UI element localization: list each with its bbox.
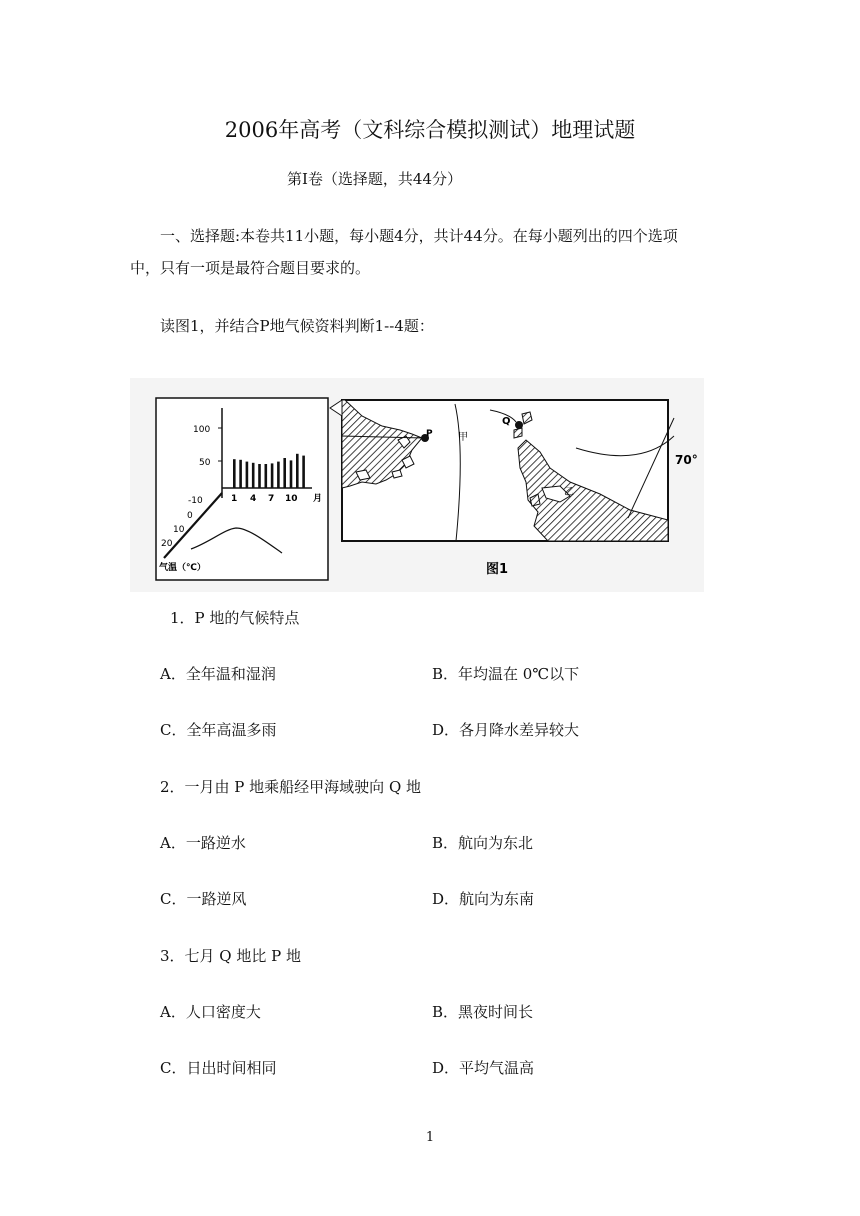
figure-1-svg [130,378,704,592]
month-tick-4: 4 [250,494,257,504]
question-1-option-a: A．全年温和湿润 [160,665,276,683]
question-2-option-a: A．一路逆水 [160,834,246,852]
intro-line-2: 中，只有一项是最符合题目要求的。 [130,259,371,277]
page-number: 1 [425,1130,435,1145]
month-tick-1: 1 [231,494,238,504]
precip-bar-month-6 [265,464,268,488]
question-2-option-b: B．航向为东北 [432,834,534,852]
question-1-option-c: C．全年高温多雨 [160,721,277,739]
question-1-option-d: D．各月降水差异较大 [432,721,580,739]
precip-tick-50: 50 [199,458,211,468]
precip-bar-month-12 [302,456,305,488]
question-1-option-b: B．年均温在 0℃以下 [432,665,580,683]
question-3-option-c: C．日出时间相同 [160,1059,277,1077]
precip-bar-month-5 [258,464,261,488]
temp-tick-20: 20 [161,539,173,549]
precip-bar-month-2 [239,460,242,488]
precip-bar-month-9 [283,458,286,488]
precip-bar-month-10 [290,460,293,488]
question-3-option-d: D．平均气温高 [432,1059,535,1077]
question-3-stem: 3．七月 Q 地比 P 地 [160,947,302,965]
figure-instruction: 读图1，并结合P地气候资料判断1--4题： [160,317,434,335]
precip-tick-100: 100 [193,425,211,435]
intro-line-1: 一、选择题:本卷共11小题，每小题4分，共计44分。在每小题列出的四个选项 [160,227,678,245]
question-1-stem: 1．P 地的气候特点 [170,609,300,627]
section-subtitle: 第Ⅰ卷（选择题，共44分） [287,170,463,188]
temp-tick-minus10: -10 [188,496,203,506]
question-2-option-c: C．一路逆风 [160,890,247,908]
label-q: Q [502,416,511,427]
precip-bar-month-1 [233,459,236,488]
precip-bar-month-7 [271,463,274,488]
temp-tick-0: 0 [187,511,193,521]
precip-bar-month-11 [296,454,299,488]
label-jia: 甲 [458,432,468,443]
question-3-option-b: B．黑夜时间长 [432,1003,534,1021]
precip-bar-month-8 [277,462,280,488]
question-2-stem: 2．一月由 P 地乘船经甲海域驶向 Q 地 [160,778,422,796]
figure-1 [130,378,704,592]
question-2-option-d: D．航向为东南 [432,890,535,908]
month-tick-10: 10 [285,494,298,504]
label-70-degree: 70° [675,453,698,467]
month-label: 月 [313,494,323,504]
temp-tick-10: 10 [173,525,185,535]
precip-bar-month-4 [252,463,255,488]
label-p: P [426,429,433,439]
question-3-option-a: A．人口密度大 [160,1003,261,1021]
figure-caption: 图1 [486,562,509,577]
month-tick-7: 7 [268,494,275,504]
point-q [515,421,523,429]
temp-label: 气温（℃） [159,563,206,573]
precip-bar-month-3 [246,462,249,488]
climate-panel [156,398,328,580]
page-title: 2006年高考（文科综合模拟测试）地理试题 [224,118,636,142]
label-yi: 乙 [564,487,574,498]
